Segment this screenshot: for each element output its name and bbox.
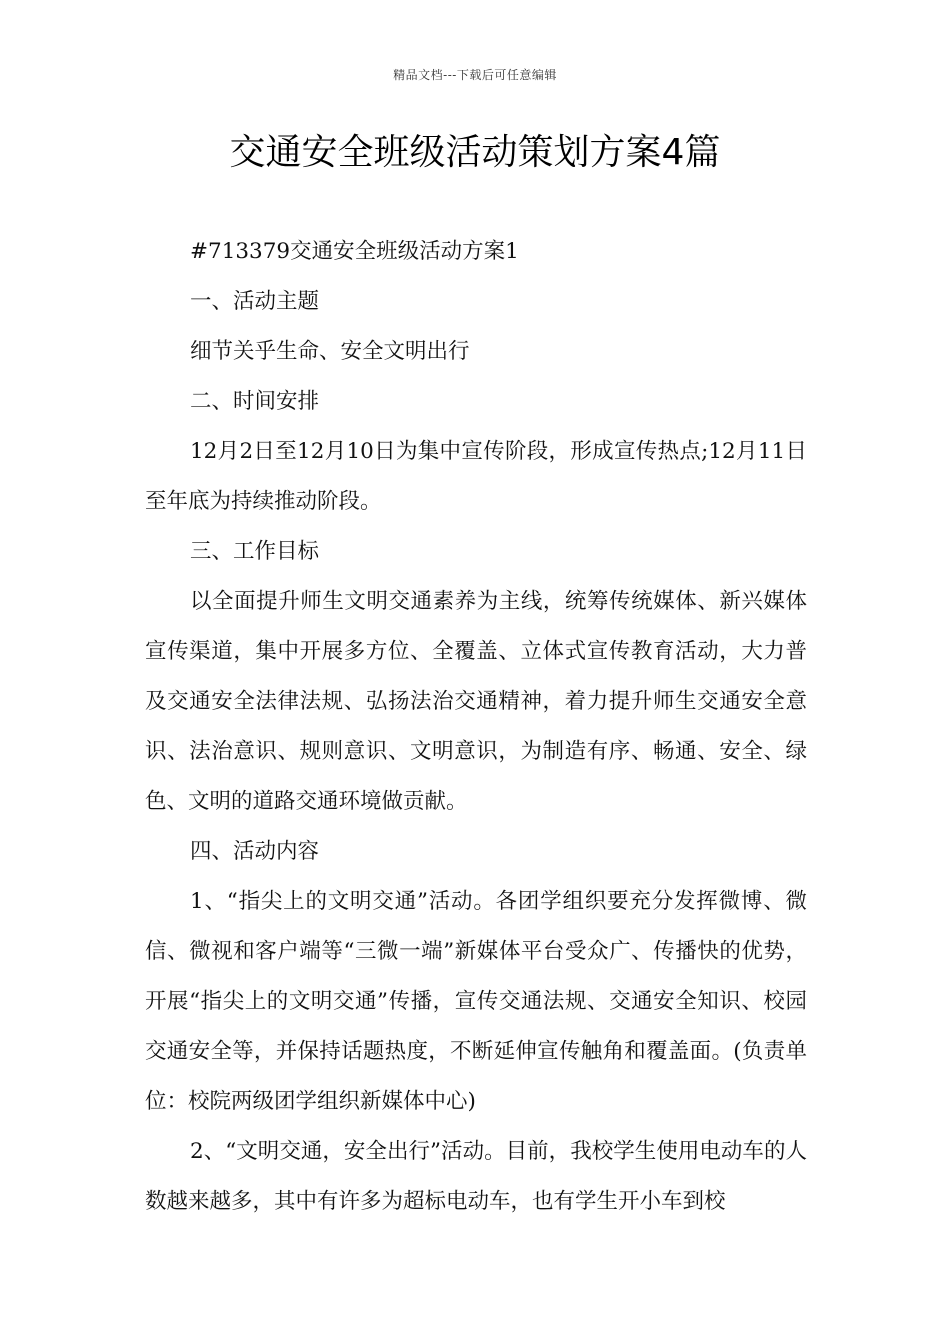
paragraph-activity-2: 2、“文明交通，安全出行”活动。目前，我校学生使用电动车的人数越来越多，其中有许多为超标电动车，也有学生开小车到校	[145, 1139, 807, 1214]
section-heading-content: 四、活动内容	[190, 839, 320, 864]
document-title: 交通安全班级活动策划方案4篇	[229, 132, 721, 173]
section-heading-schedule: 二、时间安排	[190, 389, 320, 414]
paragraph-activity-1: 1、“指尖上的文明交通”活动。各团学组织要充分发挥微博、微信、微视和客户端等“三微一端”新媒体平台受众广、传播快的优势，开展“指尖上的文明交通”传播，宣传交通法规、交通安全知识、校园交通安全等，并保持话题热度，不断延伸宣传触角和覆盖面。(负责单位：校院两级团学组织新媒体中心)	[145, 889, 807, 1114]
paragraph-plan-heading: #713379交通安全班级活动方案1	[190, 239, 519, 264]
section-heading-goals: 三、工作目标	[190, 539, 320, 564]
paragraph-goals: 以全面提升师生文明交通素养为主线，统筹传统媒体、新兴媒体宣传渠道，集中开展多方位、全覆盖、立体式宣传教育活动，大力普及交通安全法律法规、弘扬法治交通精神，着力提升师生交通安全意识、法治意识、规则意识、文明意识，为制造有序、畅通、安全、绿色、文明的道路交通环境做贡献。	[145, 589, 807, 814]
section-heading-theme: 一、活动主题	[190, 289, 320, 314]
paragraph-theme: 细节关乎生命、安全文明出行	[190, 339, 470, 364]
page-header: 精品文档---下载后可任意编辑	[393, 68, 557, 82]
document-body	[145, 227, 807, 1227]
paragraph-schedule: 12月2日至12月10日为集中宣传阶段，形成宣传热点;12月11日至年底为持续推动阶段。	[145, 439, 807, 514]
